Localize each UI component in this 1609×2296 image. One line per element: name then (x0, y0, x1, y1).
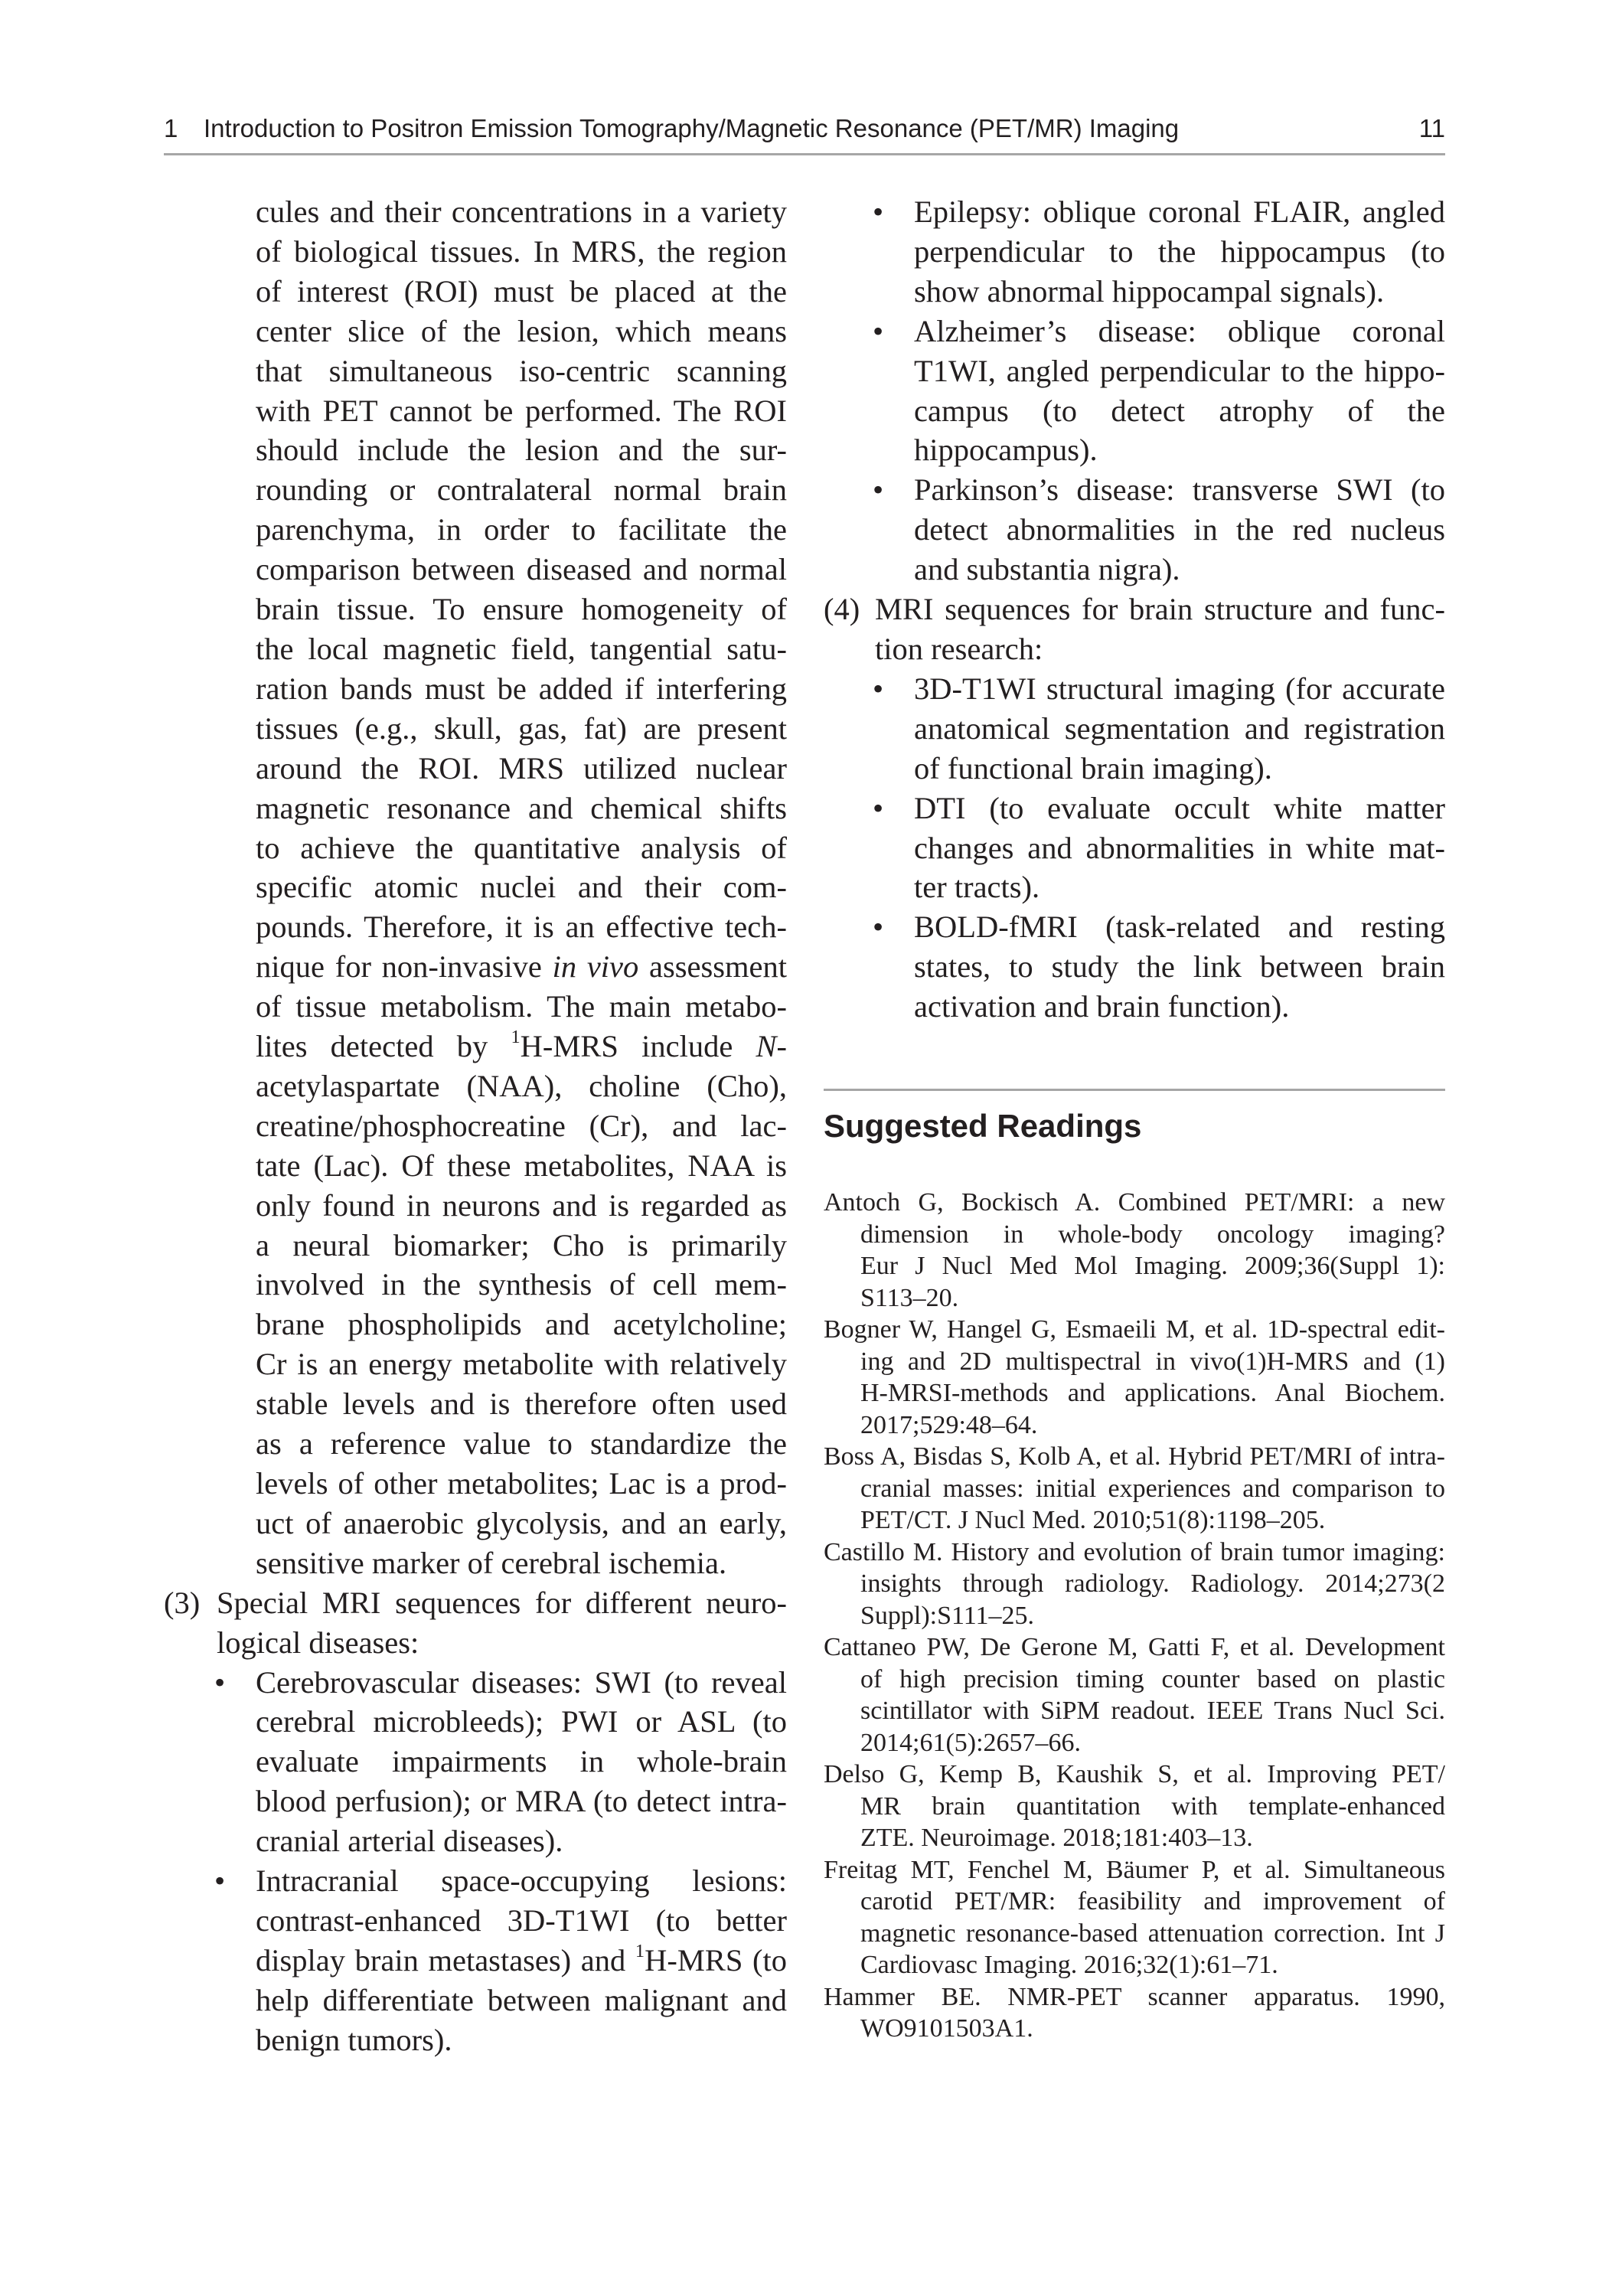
text-line (256, 1305, 787, 1344)
line-text: around the ROI. MRS utilized nuclear (256, 750, 787, 785)
bullet-text (914, 789, 1445, 908)
text-line (256, 430, 787, 470)
bullet-item-3d-t1wi (824, 669, 1445, 789)
line-text: changes and abnormalities in white mat- (914, 830, 1445, 865)
text-line (256, 669, 787, 709)
text-line (914, 987, 1445, 1027)
line-text: evaluate impairments in whole-brain (256, 1744, 787, 1779)
line-text: Hammer BE. NMR-PET scanner apparatus. 1990, (824, 1982, 1445, 2011)
line-text: ing and 2D multispectral in vivo(1)H-MRS and (1) (860, 1347, 1445, 1376)
reference-entry (824, 1631, 1445, 1759)
line-text: Suppl):S111–25. (860, 1601, 1035, 1630)
line-text: DTI (to evaluate occult white matter (914, 790, 1445, 825)
text-line (256, 1782, 787, 1821)
text-line (824, 1631, 1445, 1664)
text-line (256, 1424, 787, 1464)
bullet-item-cerebrovascular (164, 1663, 787, 1862)
line-text: levels of other metabolites; Lac is a prod- (256, 1466, 787, 1501)
text-line (914, 192, 1445, 232)
text-line (217, 1583, 787, 1623)
text-line (875, 629, 1445, 669)
text-line (256, 629, 787, 669)
line-text: perpendicular to the hippocampus (to (914, 234, 1445, 269)
text-line (914, 669, 1445, 709)
bullet-text (914, 312, 1445, 471)
line-text: Special MRI sequences for different neuro- (217, 1585, 787, 1620)
line-text: MR brain quantitation with template-enhanced (860, 1791, 1445, 1821)
bullet-text (256, 1861, 787, 2060)
text-line (217, 1623, 787, 1663)
line-text: T1WI, angled perpendicular to the hippo- (914, 353, 1445, 388)
superscript: 1 (635, 1940, 645, 1961)
text-line (824, 1187, 1445, 1219)
bullet-marker: • (873, 472, 884, 508)
text-line (860, 1568, 1445, 1600)
line-text: magnetic resonance-based attenuation correction. Int J (860, 1919, 1445, 1948)
text-line (256, 1981, 787, 2020)
line-text: carotid PET/MR: feasibility and improvement of (860, 1887, 1445, 1916)
line-text: and substantia nigra). (914, 552, 1180, 587)
text-line (914, 312, 1445, 351)
line-text: stable levels and is therefore often used (256, 1386, 787, 1422)
line-text: should include the lesion and the sur- (256, 433, 787, 468)
line-text: center slice of the lesion, which means (256, 313, 787, 348)
line-text: nique for non-invasive in vivo assessment (256, 949, 787, 985)
line-text: ZTE. Neuroimage. 2018;181:403–13. (860, 1824, 1253, 1852)
text-line (914, 550, 1445, 590)
line-text: parenchyma, in order to facilitate the (256, 512, 787, 547)
text-line (860, 1791, 1445, 1823)
line-text: acetylaspartate (NAA), choline (Cho), (256, 1068, 787, 1103)
text-line (256, 232, 787, 272)
line-text: cerebral microbleeds); PWI or ASL (to (256, 1704, 787, 1739)
text-line (256, 272, 787, 312)
line-text: Delso G, Kemp B, Kaushik S, et al. Improving PET/ (824, 1760, 1445, 1788)
line-text: detect abnormalities in the red nucleus (914, 512, 1445, 547)
line-text: insights through radiology. Radiology. 2014;273(2 (860, 1569, 1445, 1598)
bullet-text (256, 1663, 787, 1862)
bullet-marker: • (873, 313, 884, 348)
bullet-marker: • (873, 790, 884, 825)
right-column (824, 192, 1445, 1027)
bullet-item-dti (824, 789, 1445, 908)
bullet-marker: • (873, 671, 884, 706)
text-line (256, 1901, 787, 1941)
line-text: creatine/phosphocreatine (Cr), and lac- (256, 1108, 787, 1143)
line-text: tion research: (875, 631, 1043, 666)
line-text: PET/CT. J Nucl Med. 2010;51(8):1198–205. (860, 1506, 1326, 1534)
text-line (256, 1663, 787, 1703)
line-text: of biological tissues. In MRS, the region (256, 234, 787, 269)
text-line (256, 1742, 787, 1782)
text-line (256, 1186, 787, 1226)
line-text: hippocampus). (914, 433, 1098, 468)
superscript: 1 (511, 1026, 521, 1047)
header-rule (164, 153, 1445, 155)
reference-list (824, 1187, 1445, 2045)
text-line (256, 590, 787, 629)
line-text: to achieve the quantitative analysis of (256, 830, 787, 865)
text-line (256, 907, 787, 947)
line-text: tissues (e.g., skull, gas, fat) are present (256, 710, 787, 746)
italic-text: N (756, 1029, 777, 1064)
page-number: 11 (1418, 114, 1445, 142)
line-text: 3D-T1WI structural imaging (for accurate (914, 671, 1445, 706)
line-text: Cerebrovascular diseases: SWI (to reveal (256, 1664, 787, 1700)
item-text (217, 1583, 787, 1663)
text-line (860, 1250, 1445, 1282)
line-text: tate (Lac). Of these metabolites, NAA is (256, 1148, 787, 1183)
line-text: Cr is an energy metabolite with relatively (256, 1347, 787, 1382)
line-text: magnetic resonance and chemical shifts (256, 790, 787, 825)
text-line (256, 749, 787, 789)
line-text: cranial arterial diseases). (256, 1824, 563, 1859)
text-line (256, 789, 787, 828)
running-title: Introduction to Positron Emission Tomography/Magnetic Resonance (PET/MR) Imaging (204, 114, 1180, 142)
line-text: states, to study the link between brain (914, 949, 1445, 985)
line-text: dimension in whole-body oncology imaging? (860, 1220, 1445, 1249)
item-number: (4) (824, 592, 860, 627)
line-text: Bogner W, Hangel G, Esmaeili M, et al. 1D-spectral edit- (824, 1315, 1445, 1344)
line-text: Alzheimer’s disease: oblique coronal (914, 313, 1445, 348)
text-line (256, 1861, 787, 1901)
line-text: logical diseases: (217, 1625, 419, 1660)
line-text: the local magnetic field, tangential satu- (256, 631, 787, 666)
text-line (824, 1441, 1445, 1473)
line-text: blood perfusion); or MRA (to detect intra- (256, 1784, 787, 1819)
line-text: of interest (ROI) must be placed at the (256, 273, 787, 309)
text-line (256, 1702, 787, 1742)
text-line (860, 1600, 1445, 1632)
text-line (256, 1543, 787, 1583)
bullet-marker: • (873, 194, 884, 229)
bullet-item-intracranial (164, 1861, 787, 2060)
line-text: anatomical segmentation and registration (914, 710, 1445, 746)
line-text: only found in neurons and is regarded as (256, 1187, 787, 1223)
text-line (860, 1473, 1445, 1505)
text-line (256, 867, 787, 907)
text-line (914, 232, 1445, 272)
line-text: Boss A, Bisdas S, Kolb A, et al. Hybrid PET/MRI of intra- (824, 1442, 1445, 1471)
text-line (914, 351, 1445, 391)
line-text: BOLD-fMRI (task-related and resting (914, 910, 1445, 945)
text-line (256, 1106, 787, 1146)
text-line (256, 1821, 787, 1861)
line-text: scintillator with SiPM readout. IEEE Trans Nucl Sci. (860, 1697, 1445, 1725)
text-line (256, 2020, 787, 2060)
text-line (256, 550, 787, 590)
line-text: show abnormal hippocampal signals). (914, 273, 1385, 309)
text-line (914, 947, 1445, 987)
text-line (860, 1409, 1445, 1442)
line-text: of functional brain imaging). (914, 750, 1272, 785)
text-line (914, 867, 1445, 907)
running-header (164, 113, 1445, 144)
text-line (256, 987, 787, 1027)
text-line (256, 1941, 787, 1981)
line-text: cranial masses: initial experiences and comparison to (860, 1474, 1445, 1503)
line-text: uct of anaerobic glycolysis, and an early, (256, 1505, 787, 1540)
line-text: Castillo M. History and evolution of brain tumor imaging: (824, 1537, 1445, 1566)
reference-entry (824, 1854, 1445, 1981)
bullet-marker: • (214, 1863, 226, 1899)
text-line (860, 1377, 1445, 1409)
line-text: specific atomic nuclei and their com- (256, 870, 787, 905)
line-text: of tissue metabolism. The main metabo- (256, 989, 787, 1024)
line-text: campus (to detect atrophy of the (914, 393, 1445, 428)
text-line (914, 709, 1445, 749)
line-text: as a reference value to standardize the (256, 1426, 787, 1462)
line-text: ter tracts). (914, 870, 1040, 905)
text-line (860, 1504, 1445, 1537)
bullet-text (914, 470, 1445, 590)
text-line (256, 1027, 787, 1066)
line-text: pounds. Therefore, it is an effective tech- (256, 910, 787, 945)
text-line (256, 1226, 787, 1266)
text-line (256, 1504, 787, 1543)
line-text: activation and brain function). (914, 989, 1290, 1024)
line-text: brain tissue. To ensure homogeneity of (256, 592, 787, 627)
italic-text: in vivo (552, 949, 639, 985)
text-line (256, 510, 787, 550)
text-line (256, 828, 787, 868)
text-line (256, 709, 787, 749)
line-text: Antoch G, Bockisch A. Combined PET/MRI: a new (824, 1188, 1445, 1217)
section-rule (824, 1089, 1445, 1091)
text-line (824, 1759, 1445, 1791)
text-line (860, 2013, 1445, 2045)
text-line (860, 1282, 1445, 1315)
line-text: comparison between diseased and normal (256, 552, 787, 587)
line-text: 2014;61(5):2657–66. (860, 1728, 1082, 1757)
text-line (914, 907, 1445, 947)
line-text: involved in the synthesis of cell mem- (256, 1267, 787, 1302)
text-line (860, 1695, 1445, 1727)
line-text: ration bands must be added if interfering (256, 671, 787, 706)
numbered-item-4 (824, 590, 1445, 669)
line-text: with PET cannot be performed. The ROI (256, 393, 787, 428)
text-line (860, 1219, 1445, 1251)
bullet-marker: • (214, 1664, 226, 1700)
line-text: contrast-enhanced 3D-T1WI (to better (256, 1902, 787, 1938)
line-text: brane phospholipids and acetylcholine; (256, 1307, 787, 1342)
text-line (256, 470, 787, 510)
bullet-marker: • (873, 910, 884, 945)
line-text: Cattaneo PW, De Gerone M, Gatti F, et al. Development (824, 1633, 1445, 1661)
text-line (256, 1066, 787, 1106)
reference-entry (824, 1759, 1445, 1854)
text-line (914, 430, 1445, 470)
text-line (914, 272, 1445, 312)
line-text: Parkinson’s disease: transverse SWI (to (914, 472, 1445, 508)
text-line (256, 1344, 787, 1384)
line-text: Epilepsy: oblique coronal FLAIR, angled (914, 194, 1445, 229)
text-line (860, 1949, 1445, 1981)
text-line (875, 590, 1445, 629)
bullet-text (914, 192, 1445, 312)
text-line (256, 1146, 787, 1186)
text-line (256, 1464, 787, 1504)
item-text (875, 590, 1445, 669)
text-line (860, 1346, 1445, 1378)
text-line (860, 1886, 1445, 1918)
line-text: MRI sequences for brain structure and func- (875, 592, 1445, 627)
left-column (164, 192, 787, 2060)
line-text: Intracranial space-occupying lesions: (256, 1863, 787, 1899)
text-line (256, 351, 787, 391)
text-line (914, 789, 1445, 828)
line-text: Cardiovasc Imaging. 2016;32(1):61–71. (860, 1951, 1278, 1979)
text-line (256, 1384, 787, 1424)
line-text: help differentiate between malignant and (256, 1982, 787, 2017)
bullet-item-alzheimers (824, 312, 1445, 471)
line-text: of high precision timing counter based on plastic (860, 1664, 1445, 1693)
line-text: Eur J Nucl Med Mol Imaging. 2009;36(Suppl 1): (860, 1252, 1445, 1280)
line-text: benign tumors). (256, 2022, 452, 2057)
reference-entry (824, 1537, 1445, 1632)
text-line (824, 1537, 1445, 1569)
section-heading: Suggested Readings (824, 1108, 1142, 1144)
line-text: a neural biomarker; Cho is primarily (256, 1227, 787, 1262)
text-line (914, 828, 1445, 868)
chapter-number: 1 (164, 114, 178, 142)
text-line (914, 470, 1445, 510)
line-text: H-MRSI-methods and applications. Anal Biochem. (860, 1379, 1445, 1407)
bullet-item-bold-fmri (824, 907, 1445, 1027)
line-text: sensitive marker of cerebral ischemia. (256, 1545, 727, 1580)
line-text: 2017;529:48–64. (860, 1410, 1038, 1439)
text-line (256, 947, 787, 987)
line-text: S113–20. (860, 1283, 959, 1312)
text-line (860, 1918, 1445, 1950)
reference-entry (824, 1314, 1445, 1441)
text-line (860, 1727, 1445, 1759)
text-line (824, 1314, 1445, 1346)
line-text: WO9101503A1. (860, 2014, 1033, 2043)
line-text: lites detected by $^1$H-MRS include N- (256, 1026, 787, 1064)
bullet-text (914, 907, 1445, 1027)
text-line (914, 510, 1445, 550)
text-line (860, 1822, 1445, 1854)
text-line (256, 192, 787, 232)
line-text: display brain metastases) and $^1$H-MRS (to (256, 1940, 787, 1978)
line-text: Freitag MT, Fenchel M, Bäumer P, et al. Simultaneous (824, 1855, 1445, 1884)
line-text: cules and their concentrations in a variety (256, 194, 787, 229)
text-line (256, 391, 787, 431)
line-text: that simultaneous iso-centric scanning (256, 353, 787, 388)
text-line (860, 1664, 1445, 1696)
text-line (914, 391, 1445, 431)
text-line (824, 1854, 1445, 1886)
bullet-text (914, 669, 1445, 789)
text-line (824, 1981, 1445, 2013)
reference-entry (824, 1441, 1445, 1537)
text-line (256, 1265, 787, 1305)
line-text: rounding or contralateral normal brain (256, 472, 787, 508)
text-line (256, 312, 787, 351)
bullet-item-epilepsy (824, 192, 1445, 312)
reference-entry (824, 1187, 1445, 1314)
bullet-item-parkinsons (824, 470, 1445, 590)
item-number: (3) (164, 1585, 201, 1620)
text-line (914, 749, 1445, 789)
body-paragraph (256, 192, 787, 1583)
numbered-item-3 (164, 1583, 787, 1663)
reference-entry (824, 1981, 1445, 2045)
